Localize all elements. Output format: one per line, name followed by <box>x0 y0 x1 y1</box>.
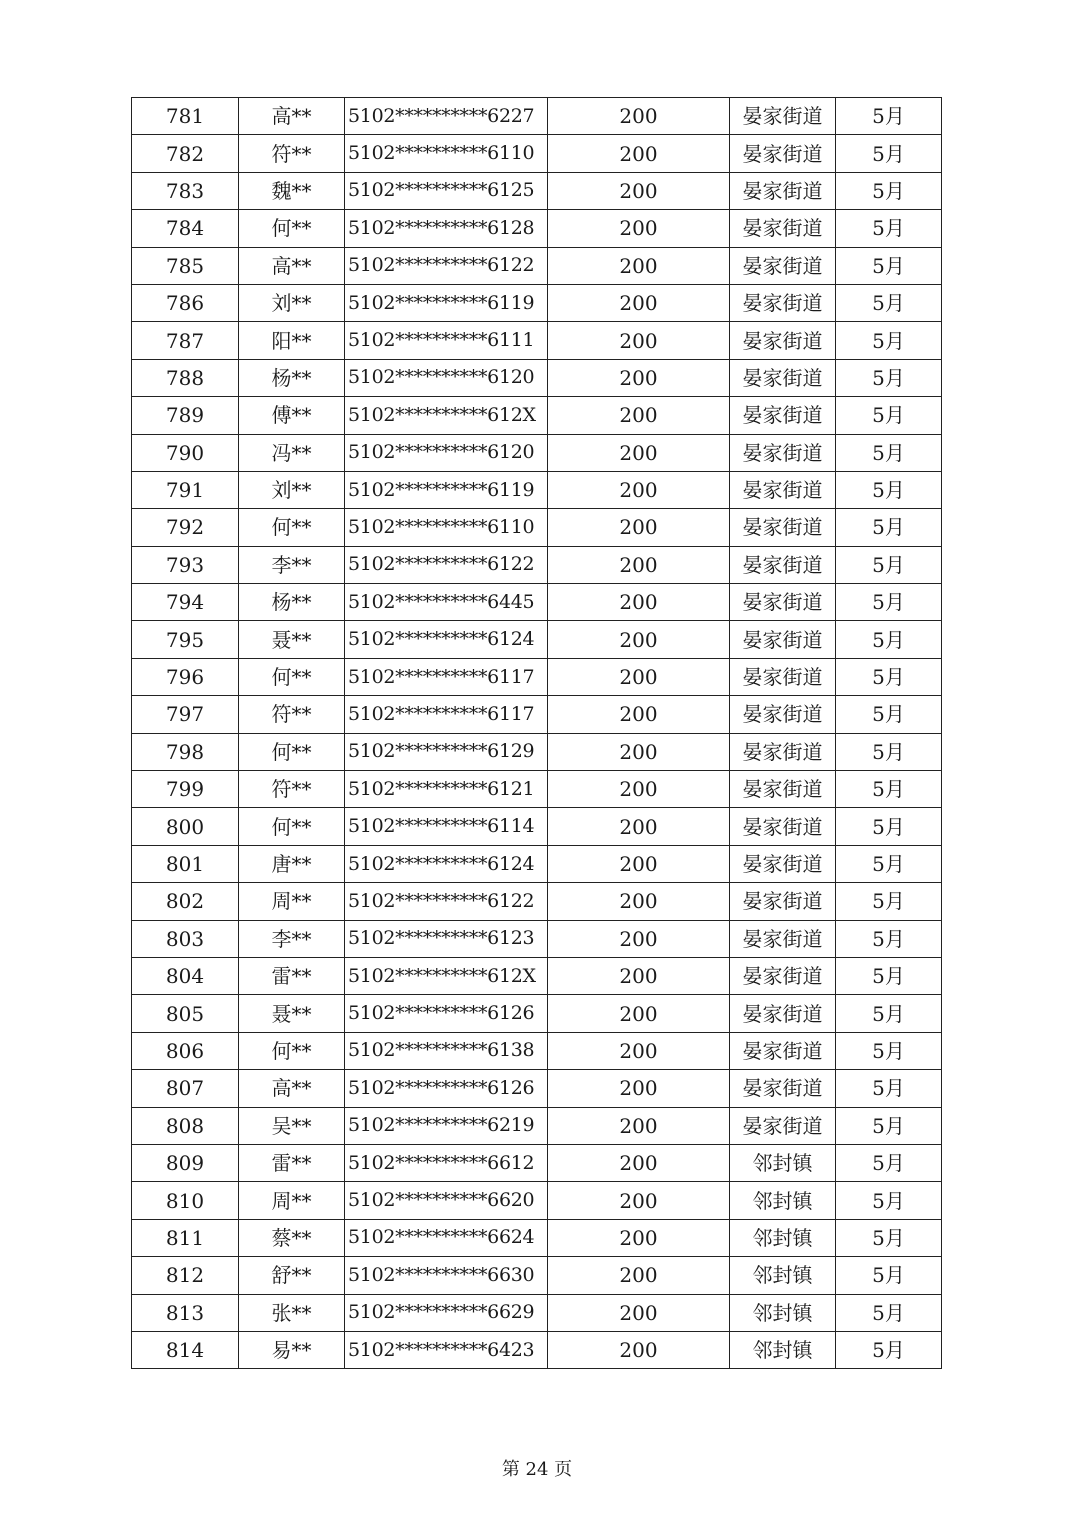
row-number-cell: 812 <box>132 1257 239 1294</box>
district-cell: 晏家街道 <box>730 172 836 209</box>
district-cell: 晏家街道 <box>730 845 836 882</box>
table-row <box>132 210 942 247</box>
id-number-cell: 5102**********6612 <box>345 1144 548 1181</box>
id-number-cell: 5102**********6120 <box>345 434 548 471</box>
table-row <box>132 658 942 695</box>
district-cell: 邻封镇 <box>730 1219 836 1256</box>
id-number-cell: 5102**********6629 <box>345 1294 548 1331</box>
name-cell: 舒** <box>239 1257 345 1294</box>
name-cell: 符** <box>239 696 345 733</box>
id-number-cell: 5102**********6227 <box>345 98 548 135</box>
table-row <box>132 1331 942 1368</box>
row-number-cell: 781 <box>132 98 239 135</box>
name-cell: 吴** <box>239 1107 345 1144</box>
amount-cell: 200 <box>548 621 730 658</box>
district-cell: 晏家街道 <box>730 509 836 546</box>
table-row <box>132 1070 942 1107</box>
name-cell: 雷** <box>239 957 345 994</box>
name-cell: 何** <box>239 733 345 770</box>
month-cell: 5月 <box>836 135 942 172</box>
amount-cell: 200 <box>548 1331 730 1368</box>
name-cell: 高** <box>239 98 345 135</box>
table-row <box>132 771 942 808</box>
district-cell: 晏家街道 <box>730 135 836 172</box>
id-number-cell: 5102**********6114 <box>345 808 548 845</box>
table-row <box>132 172 942 209</box>
amount-cell: 200 <box>548 247 730 284</box>
month-cell: 5月 <box>836 1182 942 1219</box>
district-cell: 晏家街道 <box>730 658 836 695</box>
district-cell: 晏家街道 <box>730 284 836 321</box>
table-row <box>132 434 942 471</box>
id-number-cell: 5102**********6423 <box>345 1331 548 1368</box>
row-number-cell: 791 <box>132 471 239 508</box>
amount-cell: 200 <box>548 1219 730 1256</box>
amount-cell: 200 <box>548 397 730 434</box>
amount-cell: 200 <box>548 696 730 733</box>
district-cell: 晏家街道 <box>730 771 836 808</box>
amount-cell: 200 <box>548 471 730 508</box>
table-row <box>132 135 942 172</box>
row-number-cell: 788 <box>132 359 239 396</box>
month-cell: 5月 <box>836 359 942 396</box>
table-row <box>132 696 942 733</box>
row-number-cell: 814 <box>132 1331 239 1368</box>
name-cell: 高** <box>239 1070 345 1107</box>
table-row <box>132 284 942 321</box>
amount-cell: 200 <box>548 1070 730 1107</box>
amount-cell: 200 <box>548 1182 730 1219</box>
id-number-cell: 5102**********612X <box>345 397 548 434</box>
amount-cell: 200 <box>548 135 730 172</box>
row-number-cell: 800 <box>132 808 239 845</box>
id-number-cell: 5102**********6124 <box>345 845 548 882</box>
row-number-cell: 805 <box>132 995 239 1032</box>
district-cell: 晏家街道 <box>730 808 836 845</box>
month-cell: 5月 <box>836 546 942 583</box>
data-table <box>131 97 942 1369</box>
id-number-cell: 5102**********6110 <box>345 135 548 172</box>
name-cell: 李** <box>239 546 345 583</box>
name-cell: 何** <box>239 658 345 695</box>
row-number-cell: 787 <box>132 322 239 359</box>
amount-cell: 200 <box>548 733 730 770</box>
id-number-cell: 5102**********6126 <box>345 1070 548 1107</box>
row-number-cell: 794 <box>132 584 239 621</box>
id-number-cell: 5102**********6117 <box>345 658 548 695</box>
row-number-cell: 785 <box>132 247 239 284</box>
id-number-cell: 5102**********6620 <box>345 1182 548 1219</box>
month-cell: 5月 <box>836 957 942 994</box>
table-row <box>132 471 942 508</box>
row-number-cell: 801 <box>132 845 239 882</box>
name-cell: 魏** <box>239 172 345 209</box>
amount-cell: 200 <box>548 957 730 994</box>
amount-cell: 200 <box>548 584 730 621</box>
month-cell: 5月 <box>836 284 942 321</box>
name-cell: 易** <box>239 1331 345 1368</box>
id-number-cell: 5102**********6120 <box>345 359 548 396</box>
amount-cell: 200 <box>548 284 730 321</box>
district-cell: 晏家街道 <box>730 546 836 583</box>
name-cell: 何** <box>239 210 345 247</box>
amount-cell: 200 <box>548 1032 730 1069</box>
month-cell: 5月 <box>836 471 942 508</box>
district-cell: 晏家街道 <box>730 957 836 994</box>
amount-cell: 200 <box>548 359 730 396</box>
district-cell: 晏家街道 <box>730 584 836 621</box>
amount-cell: 200 <box>548 995 730 1032</box>
table-row <box>132 1107 942 1144</box>
month-cell: 5月 <box>836 696 942 733</box>
table-row <box>132 845 942 882</box>
district-cell: 晏家街道 <box>730 247 836 284</box>
row-number-cell: 810 <box>132 1182 239 1219</box>
district-cell: 晏家街道 <box>730 621 836 658</box>
month-cell: 5月 <box>836 247 942 284</box>
month-cell: 5月 <box>836 1294 942 1331</box>
table-row <box>132 509 942 546</box>
district-cell: 晏家街道 <box>730 733 836 770</box>
row-number-cell: 797 <box>132 696 239 733</box>
id-number-cell: 5102**********6445 <box>345 584 548 621</box>
amount-cell: 200 <box>548 509 730 546</box>
table-row <box>132 1032 942 1069</box>
district-cell: 邻封镇 <box>730 1182 836 1219</box>
row-number-cell: 795 <box>132 621 239 658</box>
id-number-cell: 5102**********6119 <box>345 284 548 321</box>
name-cell: 雷** <box>239 1144 345 1181</box>
district-cell: 晏家街道 <box>730 359 836 396</box>
table-body <box>132 98 942 1369</box>
row-number-cell: 803 <box>132 920 239 957</box>
amount-cell: 200 <box>548 172 730 209</box>
name-cell: 何** <box>239 509 345 546</box>
table-row <box>132 995 942 1032</box>
amount-cell: 200 <box>548 434 730 471</box>
row-number-cell: 804 <box>132 957 239 994</box>
name-cell: 符** <box>239 135 345 172</box>
name-cell: 符** <box>239 771 345 808</box>
amount-cell: 200 <box>548 98 730 135</box>
row-number-cell: 793 <box>132 546 239 583</box>
district-cell: 晏家街道 <box>730 322 836 359</box>
name-cell: 李** <box>239 920 345 957</box>
month-cell: 5月 <box>836 1219 942 1256</box>
name-cell: 唐** <box>239 845 345 882</box>
name-cell: 刘** <box>239 471 345 508</box>
table-row <box>132 1219 942 1256</box>
id-number-cell: 5102**********6138 <box>345 1032 548 1069</box>
month-cell: 5月 <box>836 920 942 957</box>
month-cell: 5月 <box>836 210 942 247</box>
month-cell: 5月 <box>836 172 942 209</box>
district-cell: 晏家街道 <box>730 1032 836 1069</box>
name-cell: 冯** <box>239 434 345 471</box>
month-cell: 5月 <box>836 1107 942 1144</box>
table-row <box>132 1144 942 1181</box>
month-cell: 5月 <box>836 322 942 359</box>
amount-cell: 200 <box>548 210 730 247</box>
name-cell: 蔡** <box>239 1219 345 1256</box>
row-number-cell: 798 <box>132 733 239 770</box>
amount-cell: 200 <box>548 1257 730 1294</box>
month-cell: 5月 <box>836 883 942 920</box>
row-number-cell: 792 <box>132 509 239 546</box>
row-number-cell: 802 <box>132 883 239 920</box>
table-row <box>132 546 942 583</box>
district-cell: 晏家街道 <box>730 397 836 434</box>
id-number-cell: 5102**********6110 <box>345 509 548 546</box>
table-row <box>132 920 942 957</box>
table-row <box>132 247 942 284</box>
name-cell: 何** <box>239 808 345 845</box>
district-cell: 邻封镇 <box>730 1331 836 1368</box>
table-row <box>132 808 942 845</box>
row-number-cell: 813 <box>132 1294 239 1331</box>
table-row <box>132 584 942 621</box>
month-cell: 5月 <box>836 1144 942 1181</box>
district-cell: 晏家街道 <box>730 98 836 135</box>
id-number-cell: 5102**********6624 <box>345 1219 548 1256</box>
table-row <box>132 1257 942 1294</box>
table-row <box>132 621 942 658</box>
name-cell: 傅** <box>239 397 345 434</box>
row-number-cell: 789 <box>132 397 239 434</box>
month-cell: 5月 <box>836 98 942 135</box>
name-cell: 阳** <box>239 322 345 359</box>
amount-cell: 200 <box>548 322 730 359</box>
month-cell: 5月 <box>836 509 942 546</box>
month-cell: 5月 <box>836 584 942 621</box>
month-cell: 5月 <box>836 397 942 434</box>
month-cell: 5月 <box>836 434 942 471</box>
amount-cell: 200 <box>548 546 730 583</box>
id-number-cell: 5102**********6125 <box>345 172 548 209</box>
month-cell: 5月 <box>836 808 942 845</box>
month-cell: 5月 <box>836 995 942 1032</box>
id-number-cell: 5102**********6121 <box>345 771 548 808</box>
amount-cell: 200 <box>548 1144 730 1181</box>
id-number-cell: 5102**********6117 <box>345 696 548 733</box>
table-row <box>132 322 942 359</box>
month-cell: 5月 <box>836 621 942 658</box>
table-row <box>132 98 942 135</box>
row-number-cell: 786 <box>132 284 239 321</box>
id-number-cell: 5102**********6128 <box>345 210 548 247</box>
table-row <box>132 1294 942 1331</box>
district-cell: 晏家街道 <box>730 920 836 957</box>
month-cell: 5月 <box>836 658 942 695</box>
table-row <box>132 1182 942 1219</box>
name-cell: 聂** <box>239 995 345 1032</box>
table-row <box>132 359 942 396</box>
district-cell: 邻封镇 <box>730 1257 836 1294</box>
month-cell: 5月 <box>836 1032 942 1069</box>
amount-cell: 200 <box>548 771 730 808</box>
row-number-cell: 796 <box>132 658 239 695</box>
name-cell: 高** <box>239 247 345 284</box>
row-number-cell: 790 <box>132 434 239 471</box>
id-number-cell: 5102**********6122 <box>345 883 548 920</box>
row-number-cell: 807 <box>132 1070 239 1107</box>
row-number-cell: 782 <box>132 135 239 172</box>
id-number-cell: 5102**********6123 <box>345 920 548 957</box>
name-cell: 刘** <box>239 284 345 321</box>
id-number-cell: 5102**********6129 <box>345 733 548 770</box>
district-cell: 邻封镇 <box>730 1144 836 1181</box>
id-number-cell: 5102**********6111 <box>345 322 548 359</box>
amount-cell: 200 <box>548 1107 730 1144</box>
name-cell: 杨** <box>239 359 345 396</box>
id-number-cell: 5102**********6124 <box>345 621 548 658</box>
month-cell: 5月 <box>836 1331 942 1368</box>
month-cell: 5月 <box>836 771 942 808</box>
district-cell: 晏家街道 <box>730 1070 836 1107</box>
district-cell: 晏家街道 <box>730 1107 836 1144</box>
district-cell: 邻封镇 <box>730 1294 836 1331</box>
amount-cell: 200 <box>548 658 730 695</box>
id-number-cell: 5102**********6219 <box>345 1107 548 1144</box>
row-number-cell: 808 <box>132 1107 239 1144</box>
name-cell: 聂** <box>239 621 345 658</box>
table-row <box>132 957 942 994</box>
amount-cell: 200 <box>548 1294 730 1331</box>
id-number-cell: 5102**********6126 <box>345 995 548 1032</box>
table-row <box>132 883 942 920</box>
district-cell: 晏家街道 <box>730 883 836 920</box>
row-number-cell: 811 <box>132 1219 239 1256</box>
id-number-cell: 5102**********6122 <box>345 247 548 284</box>
month-cell: 5月 <box>836 1257 942 1294</box>
id-number-cell: 5102**********6119 <box>345 471 548 508</box>
district-cell: 晏家街道 <box>730 210 836 247</box>
name-cell: 周** <box>239 883 345 920</box>
table-row <box>132 733 942 770</box>
name-cell: 周** <box>239 1182 345 1219</box>
id-number-cell: 5102**********612X <box>345 957 548 994</box>
month-cell: 5月 <box>836 733 942 770</box>
page-number: 第 24 页 <box>501 1459 573 1480</box>
amount-cell: 200 <box>548 845 730 882</box>
row-number-cell: 783 <box>132 172 239 209</box>
id-number-cell: 5102**********6122 <box>345 546 548 583</box>
name-cell: 杨** <box>239 584 345 621</box>
row-number-cell: 799 <box>132 771 239 808</box>
district-cell: 晏家街道 <box>730 471 836 508</box>
amount-cell: 200 <box>548 883 730 920</box>
row-number-cell: 806 <box>132 1032 239 1069</box>
month-cell: 5月 <box>836 845 942 882</box>
row-number-cell: 784 <box>132 210 239 247</box>
district-cell: 晏家街道 <box>730 434 836 471</box>
row-number-cell: 809 <box>132 1144 239 1181</box>
amount-cell: 200 <box>548 808 730 845</box>
name-cell: 何** <box>239 1032 345 1069</box>
month-cell: 5月 <box>836 1070 942 1107</box>
table-row <box>132 397 942 434</box>
id-number-cell: 5102**********6630 <box>345 1257 548 1294</box>
district-cell: 晏家街道 <box>730 995 836 1032</box>
amount-cell: 200 <box>548 920 730 957</box>
name-cell: 张** <box>239 1294 345 1331</box>
district-cell: 晏家街道 <box>730 696 836 733</box>
